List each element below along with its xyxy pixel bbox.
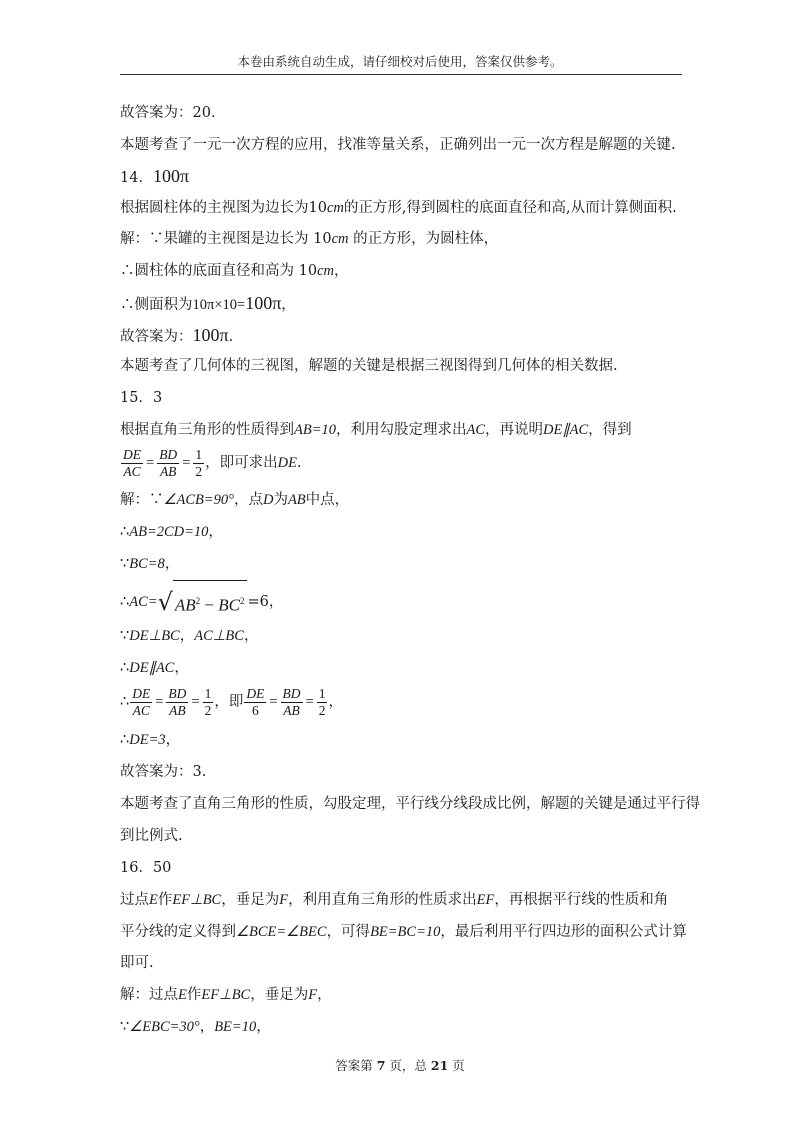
q13-answer: 故答案为：20. <box>120 105 216 121</box>
q15-s1-text-c: 为 <box>273 492 288 508</box>
q14-unit: cm <box>326 200 344 216</box>
q15-an-text-c: ，再说明 <box>485 422 544 438</box>
q14-answer-value: 100π <box>152 166 190 186</box>
q14-comment: 本题考查了几何体的三视图，解题的关键是根据三视图得到几何体的相关数据. <box>120 358 618 374</box>
q14-sol2-unit: cm <box>317 263 334 279</box>
fraction: $\frac{1}{2}$ <box>204 685 212 718</box>
q14-header <box>120 166 189 188</box>
q15-s7-mid: ，即 <box>214 694 244 710</box>
q15-s1-text-b: ，点 <box>233 492 263 508</box>
fraction: $\frac{1}{2}$ <box>195 446 203 479</box>
current-page-number: 7 <box>376 1058 386 1073</box>
q14-analysis-text: 根据圆柱体的主视图为边长为10 <box>120 200 327 216</box>
q15-step-5: ∵DE⊥BC，AC⊥BC， <box>120 628 259 644</box>
q16-a2-angle: ∠BCE=∠BEC <box>236 924 327 940</box>
q15-step-4: ∴AC=√ $AB^2 - BC^2 =6$， <box>120 580 283 624</box>
fraction: $\frac{1}{2}$ <box>318 685 326 718</box>
q15-an-text-d: ，得到 <box>588 422 632 438</box>
q15-s1-text-e: 中点， <box>305 492 350 508</box>
q14-number: 14． <box>120 170 153 186</box>
q15-s4-ac: AC= <box>129 593 158 610</box>
q14-sol2-text-2: ， <box>333 263 349 279</box>
q15-analysis-2: $\frac{DE}{AC}$ = $\frac{BD}{AB}$ = $\frac{1}{2}$ ，即可求出DE. <box>123 446 302 479</box>
q14-sol3-result: 100π <box>245 293 282 313</box>
q15-step-3: ∵BC=8， <box>120 556 180 572</box>
q15-s2-expr: AB=2CD=10 <box>129 524 209 540</box>
q16-analysis-2: 平分线的定义得到∠BCE=∠BEC，可得BE=BC=10，最后利用平行四边形的面积公式计算 <box>120 924 687 940</box>
q15-answer: 故答案为：3. <box>120 764 207 780</box>
q16-a1-efbc: EF⊥BC <box>172 892 222 908</box>
q16-solution-2: ∵∠EBC=30°，BE=10， <box>120 1019 271 1035</box>
q14-solution-1 <box>120 229 498 249</box>
page-header: 本卷由系统自动生成，请仔细校对后使用，答案仅供参考。 <box>237 54 563 69</box>
fraction: $\frac{DE}{AC}$ <box>132 685 151 718</box>
q15-s1-ab: AB <box>287 492 306 508</box>
q15-s5-expr1: DE⊥BC <box>129 628 180 644</box>
q14-ans-text: 故答案为： <box>120 329 193 345</box>
q15-an-text-f: . <box>296 455 302 471</box>
fraction: $\frac{BD}{AB}$ <box>168 685 187 718</box>
q16-s2-angle: ∠EBC=30° <box>129 1019 200 1035</box>
q14-analysis <box>120 198 677 218</box>
q15-an-text-a: 根据直角三角形的性质得到 <box>120 422 294 438</box>
q15-step-8: ∴DE=3， <box>120 732 181 748</box>
q16-a2-eq: BE=BC=10 <box>370 924 441 940</box>
q15-analysis-1 <box>120 420 632 440</box>
q16-s1-efbc: EF⊥BC <box>201 987 251 1003</box>
q15-step-2: ∴AB=2CD=10， <box>120 524 223 540</box>
q15-step-6: ∴DE∥AC， <box>120 660 189 676</box>
q15-step-7: ∴ $\frac{DE}{AC}$ = $\frac{BD}{AB}$ = $\frac{1}{2}$ ，即 $\frac{DE}{6}$ = $\frac{BD}{AB}$ = $\frac{1}{2}$ ， <box>120 685 343 718</box>
q16-analysis-1: 过点E作EF⊥BC，垂足为F，利用直角三角形的性质求出EF，再根据平行线的性质和角 <box>120 892 669 908</box>
q15-an-ab10: AB=10 <box>294 422 336 438</box>
q15-an-ac: AC <box>466 422 486 438</box>
q15-an-text-b: ，利用勾股定理求出 <box>336 422 467 438</box>
q14-sol1-text-2: 的正方形，为圆柱体， <box>348 231 499 247</box>
q14-sol3-text-2: ， <box>281 297 296 313</box>
fraction: $\frac{DE}{AC}$ <box>123 446 141 479</box>
q15-s1-text: 解：∵ <box>120 492 164 508</box>
q15-comment-1: 本题考查了直角三角形的性质，勾股定理，平行线分线段成比例，解题的关键是通过平行得 <box>120 796 700 812</box>
q15-comment-2: 到比例式. <box>120 828 183 844</box>
q13-comment: 本题考查了一元一次方程的应用，找准等量关系，正确列出一元一次方程是解题的关键. <box>120 137 676 153</box>
q15-an-text-e: ，即可求出 <box>205 455 278 471</box>
q14-sol3-text: ∴侧面积为 <box>120 297 193 313</box>
q14-sol2-text: ∴圆柱体的底面直径和高为 10 <box>120 263 318 279</box>
q14-analysis-text-2: 的正方形,得到圆柱的底面直径和高,从而计算侧面积. <box>343 200 677 216</box>
fraction: $\frac{DE}{6}$ <box>246 685 265 718</box>
q14-ans-expr: 100π <box>192 325 229 345</box>
header-divider <box>120 74 682 75</box>
q15-s1-angle: ∠ACB=90° <box>163 492 234 508</box>
q14-solution-2 <box>120 261 348 281</box>
q15-step-1 <box>120 490 349 510</box>
q14-sol1-unit: cm <box>331 231 349 247</box>
q14-answer-line <box>120 325 233 347</box>
q15-s8-expr: DE=3 <box>129 732 166 748</box>
q16-header: 16．50 <box>120 860 172 876</box>
square-root: √ $AB^2 - BC^2$ <box>158 580 248 624</box>
q15-s6-expr: DE∥AC <box>129 660 175 676</box>
q14-solution-3 <box>120 293 296 315</box>
fraction: $\frac{BD}{AB}$ <box>159 446 178 479</box>
q15-an-deac: DE∥AC <box>543 422 589 438</box>
q14-ans-text-2: . <box>228 329 234 345</box>
page-footer: 答案第 7 页，总 21 页 <box>335 1058 465 1073</box>
total-pages: 21 <box>430 1058 449 1073</box>
q14-sol3-expr: 10π×10= <box>192 297 246 313</box>
q15-header: 15．3 <box>120 390 163 406</box>
q16-analysis-3: 即可. <box>120 955 154 971</box>
q15-an-de: DE <box>277 455 297 471</box>
q16-solution-1: 解：过点E作EF⊥BC，垂足为F， <box>120 987 332 1003</box>
q14-sol1-text: 解：∵果罐的主视图是边长为 10 <box>120 231 332 247</box>
q15-s5-expr2: AC⊥BC <box>194 628 244 644</box>
fraction: $\frac{BD}{AB}$ <box>282 685 301 718</box>
q15-s3-expr: BC=8 <box>129 556 165 572</box>
q16-s2-be: BE=10 <box>214 1019 257 1035</box>
q15-s1-d: D <box>262 492 274 508</box>
q15-s4-result: =6， <box>247 593 284 610</box>
